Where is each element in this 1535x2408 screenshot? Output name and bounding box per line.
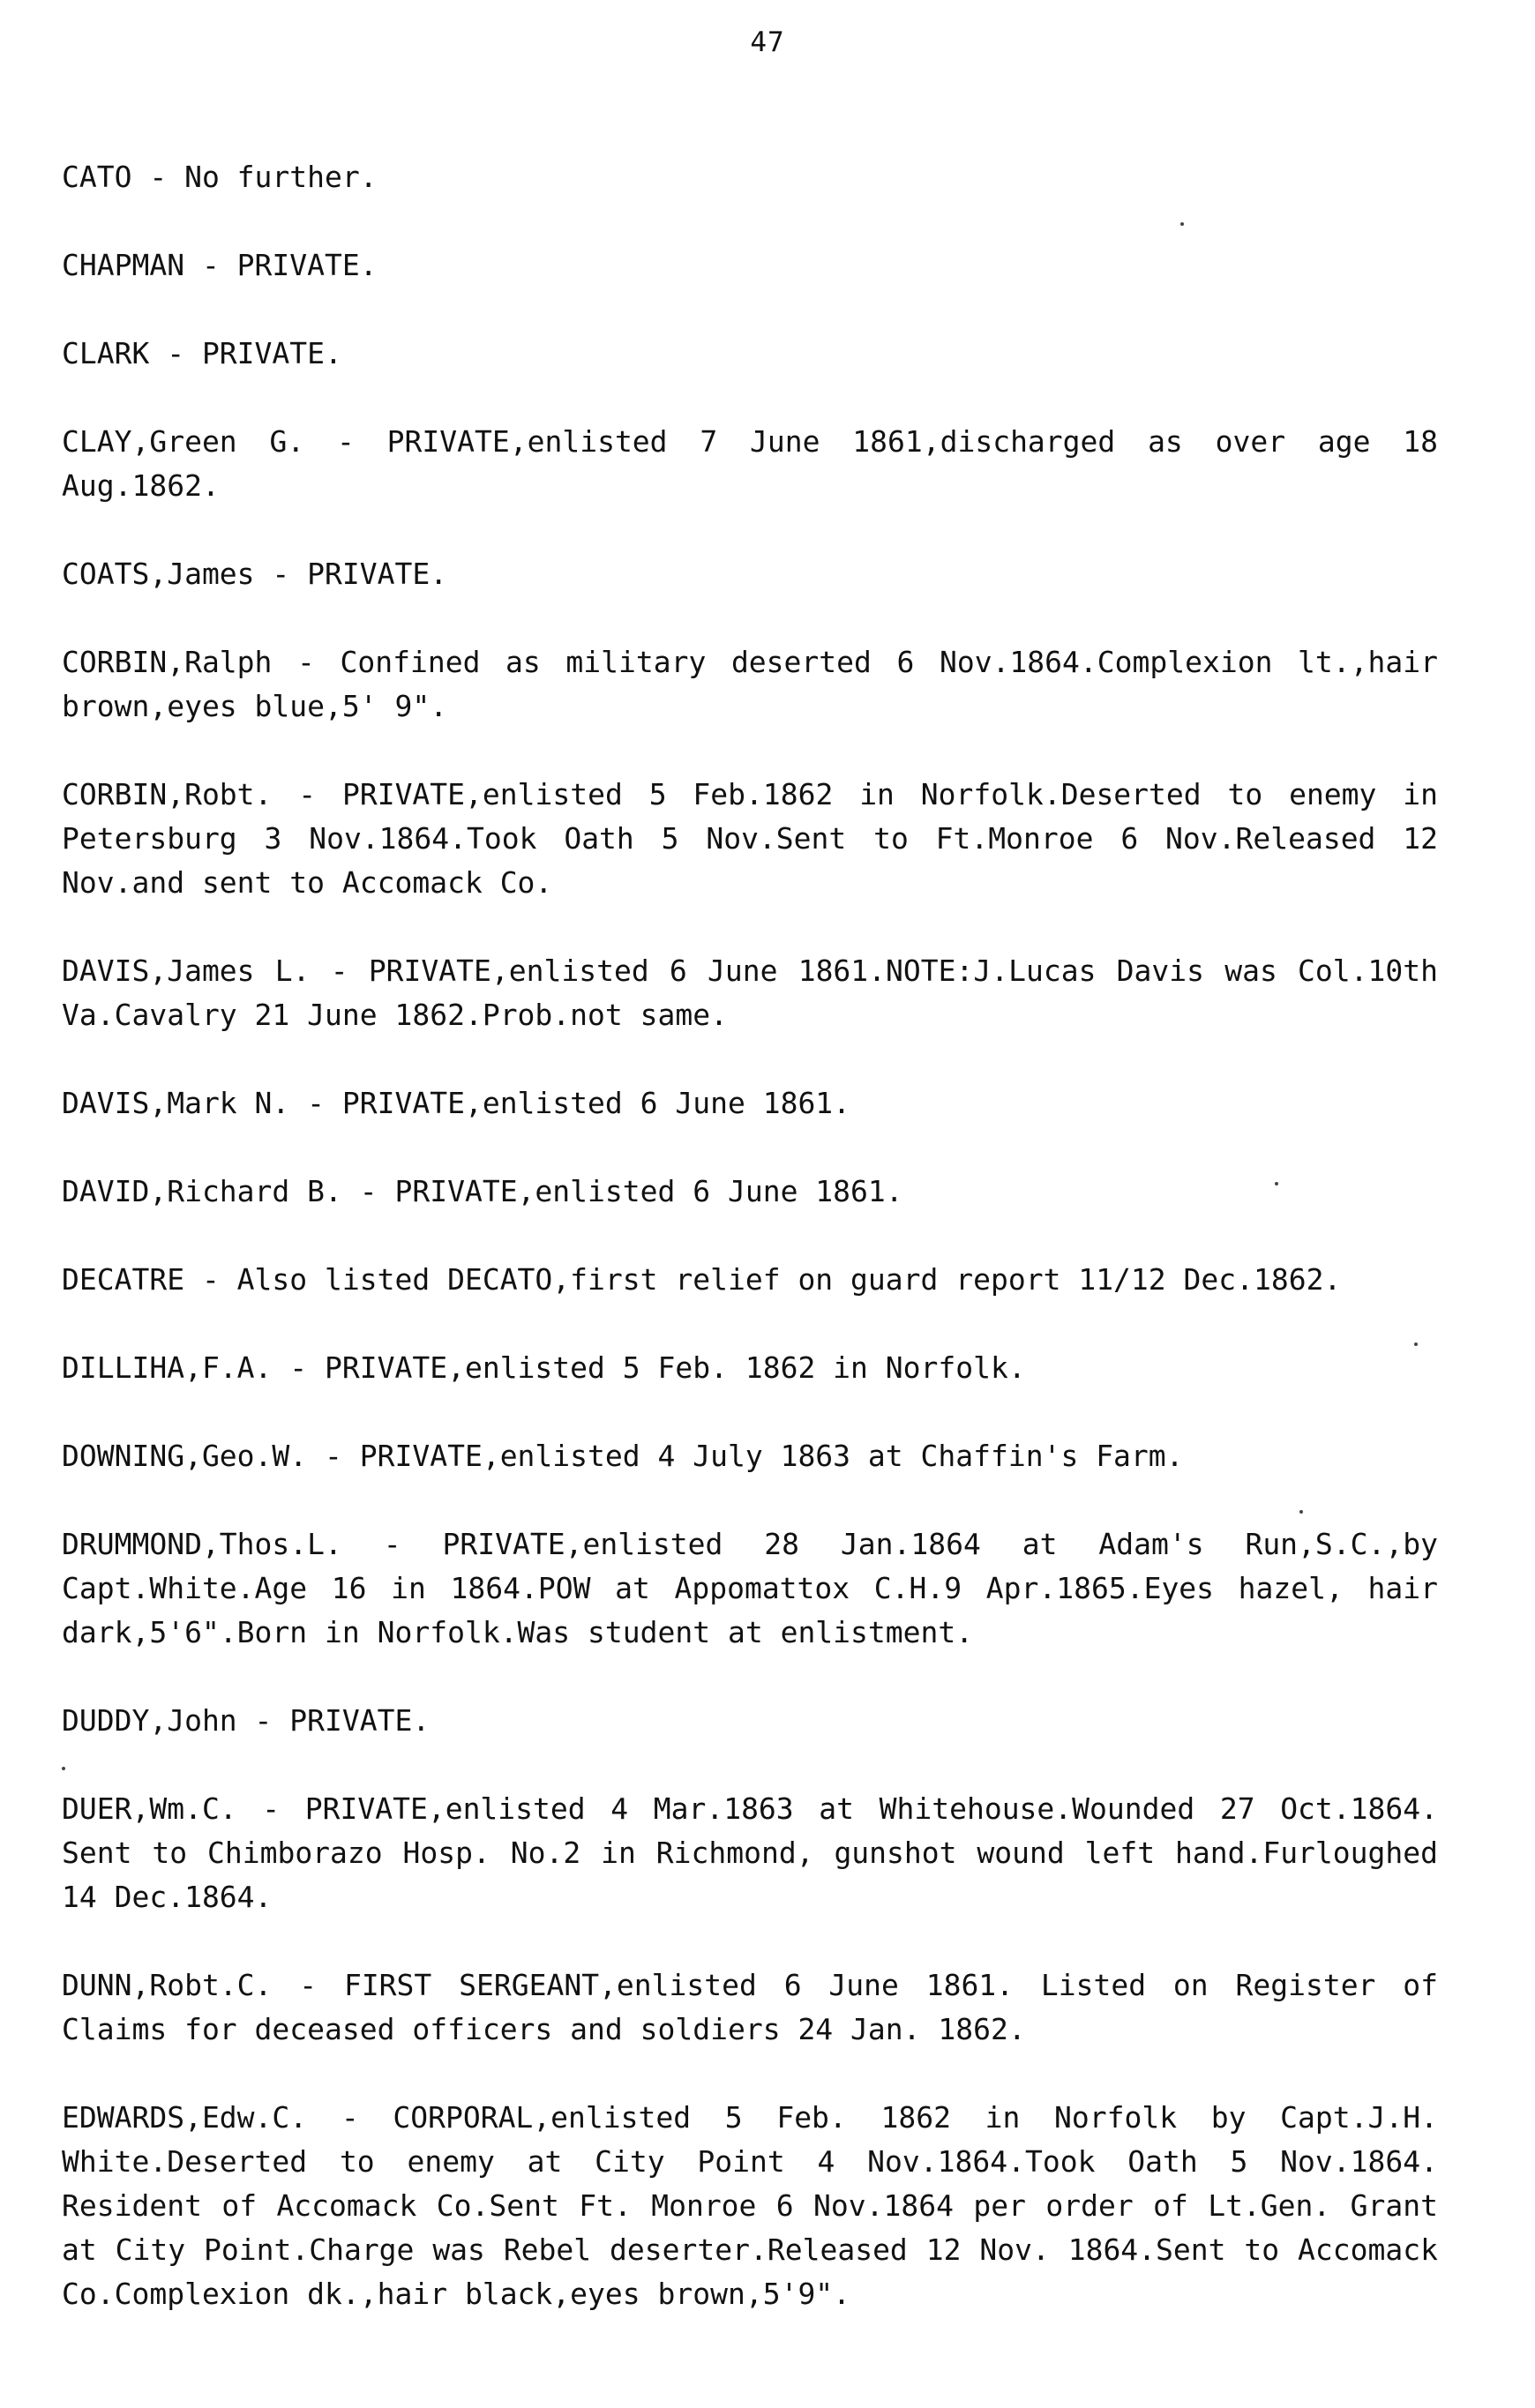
roster-entry: CHAPMAN - PRIVATE. (62, 248, 378, 282)
roster-entry: CLAY,Green G. - PRIVATE,enlisted 7 June 1861,discharged as over age 18 Aug.1862. (62, 424, 1438, 503)
roster-entry: DAVIS,James L. - PRIVATE,enlisted 6 June 1861.NOTE:J.Lucas Davis was Col.10th Va.Cavalry 21 June 1862.Prob.not same. (62, 953, 1438, 1032)
roster-entry: DAVID,Richard B. - PRIVATE,enlisted 6 June 1861. (62, 1174, 903, 1208)
roster-entry: DRUMMOND,Thos.L. - PRIVATE,enlisted 28 Jan.1864 at Adam's Run,S.C.,by Capt.White.Age 16 in 1864.POW at Appomattox C.H.9 Apr.1865.Eyes hazel, hair dark,5'6".Born in Norfolk.Was student at enlistment. (62, 1527, 1438, 1649)
roster-entry: EDWARDS,Edw.C. - CORPORAL,enlisted 5 Feb. 1862 in Norfolk by Capt.J.H. White.Deserted to enemy at City Point 4 Nov.1864.Took Oath 5 Nov.1864. Resident of Accomack Co.Sent Ft. Monroe 6 Nov.1864 per order of Lt.Gen. Grant at City Point.Charge was Rebel deserter.Released 12 Nov. 1864.Sent to Accomack Co.Complexion dk.,hair black,eyes brown,5'9". (62, 2100, 1438, 2311)
scan-speck (1180, 222, 1184, 226)
roster-entry: CORBIN,Ralph - Confined as military deserted 6 Nov.1864.Complexion lt.,hair brown,eyes blue,5' 9". (62, 645, 1438, 723)
roster-entry: DILLIHA,F.A. - PRIVATE,enlisted 5 Feb. 1862 in Norfolk. (62, 1350, 1026, 1385)
scan-speck (1414, 1342, 1418, 1346)
roster-entry: DUDDY,John - PRIVATE. (62, 1703, 431, 1738)
roster-entry: DUNN,Robt.C. - FIRST SERGEANT,enlisted 6 June 1861. Listed on Register of Claims for deceased officers and soldiers 24 Jan. 1862. (62, 1968, 1438, 2046)
scan-speck (1299, 1510, 1303, 1514)
roster-entry: DOWNING,Geo.W. - PRIVATE,enlisted 4 July 1863 at Chaffin's Farm. (62, 1439, 1184, 1473)
roster-entry: CLARK - PRIVATE. (62, 336, 342, 370)
scan-speck (1275, 1182, 1278, 1185)
roster-entries (62, 155, 1438, 2360)
roster-entry: CORBIN,Robt. - PRIVATE,enlisted 5 Feb.1862 in Norfolk.Deserted to enemy in Petersburg 3 Nov.1864.Took Oath 5 Nov.Sent to Ft.Monroe 6 Nov.Released 12 Nov.and sent to Accomack Co. (62, 777, 1438, 900)
page-number: 47 (750, 26, 785, 58)
roster-entry: DAVIS,Mark N. - PRIVATE,enlisted 6 June 1861. (62, 1086, 851, 1120)
roster-entry: DUER,Wm.C. - PRIVATE,enlisted 4 Mar.1863 at Whitehouse.Wounded 27 Oct.1864. Sent to Chimborazo Hosp. No.2 in Richmond, gunshot wound left hand.Furloughed 14 Dec.1864. (62, 1791, 1438, 1914)
roster-entry: DECATRE - Also listed DECATO,first relief on guard report 11/12 Dec.1862. (62, 1262, 1342, 1297)
scan-speck (62, 1767, 65, 1770)
roster-entry: CATO - No further. (62, 160, 378, 194)
roster-entry: COATS,James - PRIVATE. (62, 557, 448, 591)
